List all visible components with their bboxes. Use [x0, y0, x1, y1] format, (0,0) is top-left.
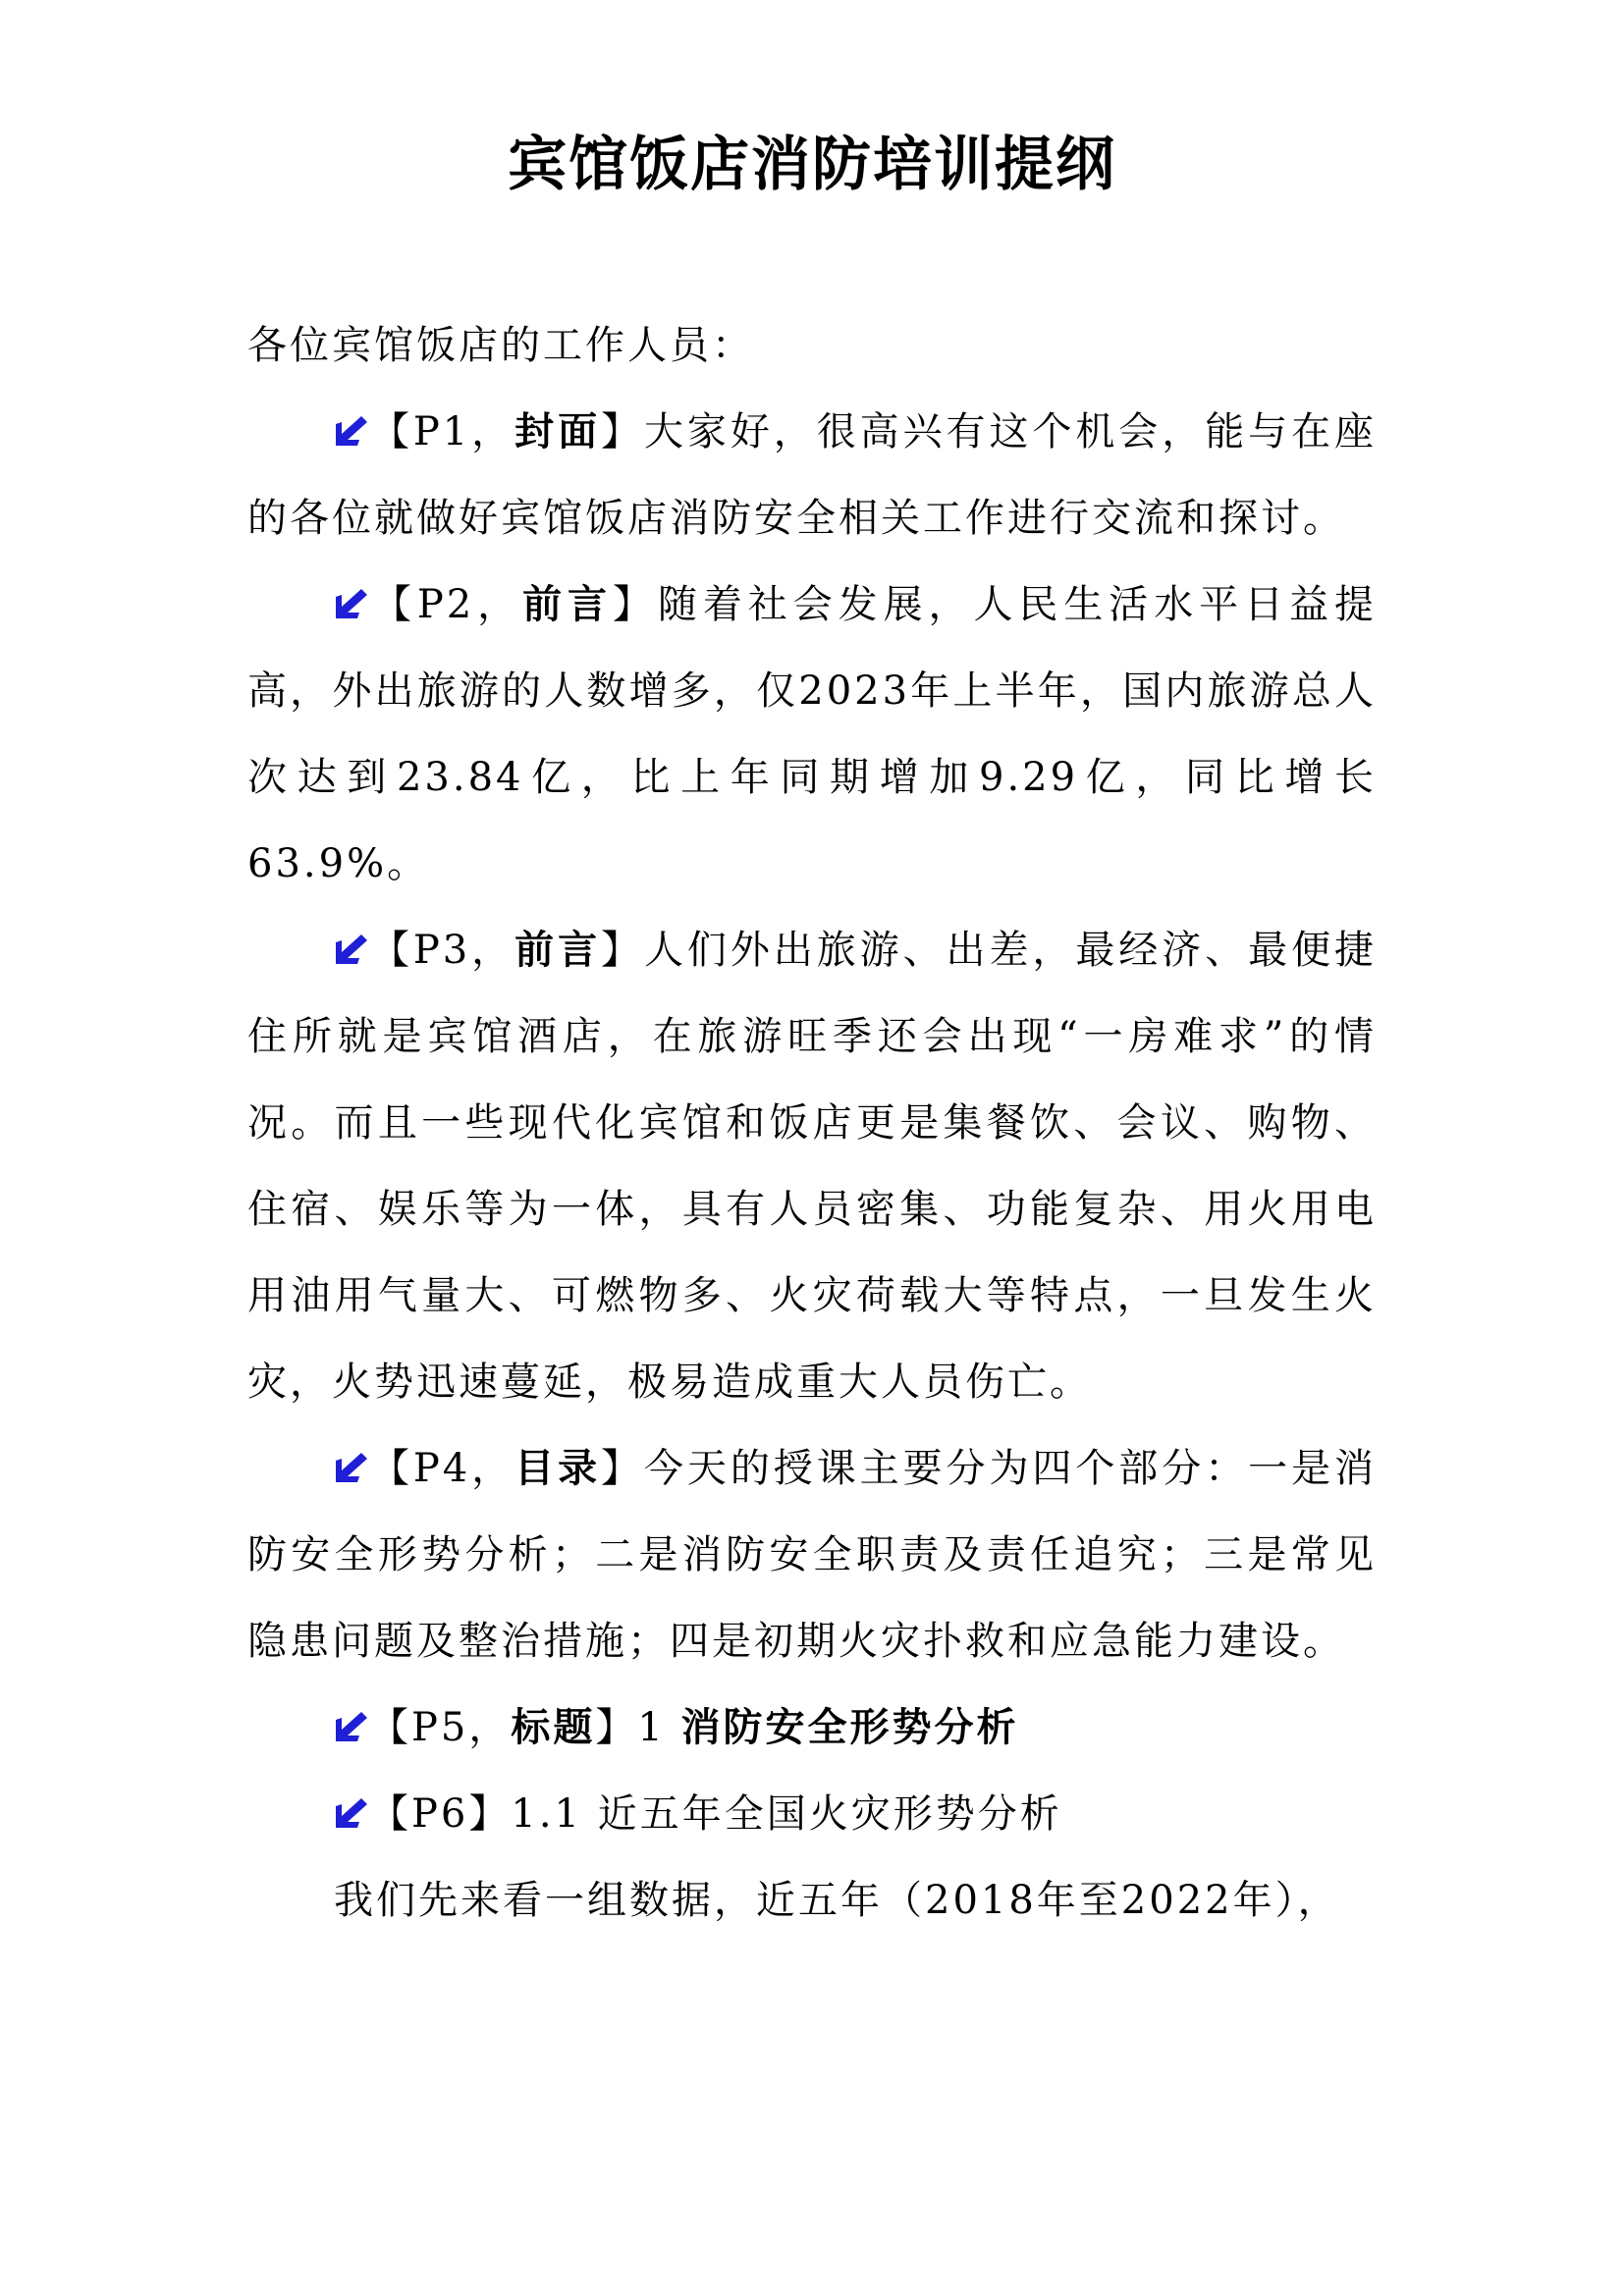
paragraph-text: 随着社会发展，人民生活水平日益提高，外出旅游的人数增多，仅2023年上半年，国内旅游总人次达到23.84亿，比上年同期增加9.29亿，同比增长63.9%。 — [247, 582, 1377, 886]
subsection-heading: 1.1 近五年全国火灾形势分析 — [511, 1791, 1062, 1837]
arrow-down-left-icon — [334, 1796, 367, 1830]
section-tag-close: 】 — [613, 582, 658, 627]
paragraph-p6 — [247, 1771, 1377, 1857]
paragraph-p4 — [247, 1425, 1377, 1684]
section-tag-open: 【P2， — [369, 582, 523, 627]
paragraph-text: 大家好，很高兴有这个机会，能与在座的各位就做好宾馆饭店消防安全相关工作进行交流和探讨。 — [247, 409, 1378, 541]
section-tag-close: 】 — [595, 1705, 638, 1750]
arrow-down-left-icon — [334, 1451, 367, 1484]
document-title: 宾馆饭店消防培训提纲 — [508, 131, 1116, 199]
paragraph-p2 — [247, 561, 1377, 907]
section-tag-open: 【P4， — [369, 1446, 515, 1491]
paragraph-p3 — [247, 907, 1377, 1425]
section-tag-open: 【P3， — [369, 928, 515, 973]
section-number: 1 — [637, 1705, 681, 1750]
arrow-down-left-icon — [334, 414, 367, 448]
paragraph-data-intro: 我们先来看一组数据，近五年（2018年至2022年）， — [334, 1878, 1340, 1923]
section-tag-label: 封面 — [514, 408, 602, 454]
arrow-down-left-icon — [334, 1710, 367, 1743]
greeting-line: 各位宾馆饭店的工作人员： — [247, 323, 754, 368]
paragraph-p1 — [247, 389, 1377, 561]
paragraph-p5 — [247, 1684, 1377, 1771]
section-tag-open: 【P1， — [369, 409, 515, 454]
section-tag-close: 】 — [601, 928, 644, 973]
section-tag-open: 【P6 — [369, 1791, 469, 1837]
paragraph-text: 人们外出旅游、出差，最经济、最便捷住所就是宾馆酒店，在旅游旺季还会出现“一房难求”的情况。而且一些现代化宾馆和饭店更是集餐饮、会议、购物、住宿、娱乐等为一体，具有人员密集、功能复杂、用火用电用油用气量大、可燃物多、火灾荷载大等特点，一旦发生火灾，火势迅速蔓延，极易造成重大人员伤亡。 — [247, 928, 1378, 1405]
section-tag-label: 标题 — [511, 1704, 596, 1750]
section-tag-label: 目录 — [514, 1445, 602, 1491]
section-tag-close: 】 — [601, 1446, 644, 1491]
section-tag-label: 前言 — [522, 581, 613, 627]
section-heading: 消防安全形势分析 — [680, 1704, 1019, 1750]
document-body — [247, 302, 1377, 1944]
section-tag-close: 】 — [468, 1791, 512, 1837]
section-tag-close: 】 — [601, 409, 644, 454]
paragraph-text: 今天的授课主要分为四个部分：一是消防安全形势分析；二是消防安全职责及责任追究；三是常见隐患问题及整治措施；四是初期火灾扑救和应急能力建设。 — [247, 1446, 1378, 1664]
section-tag-label: 前言 — [514, 927, 602, 973]
arrow-down-left-icon — [334, 933, 367, 966]
section-tag-open: 【P5， — [369, 1705, 512, 1750]
arrow-down-left-icon — [334, 587, 367, 620]
